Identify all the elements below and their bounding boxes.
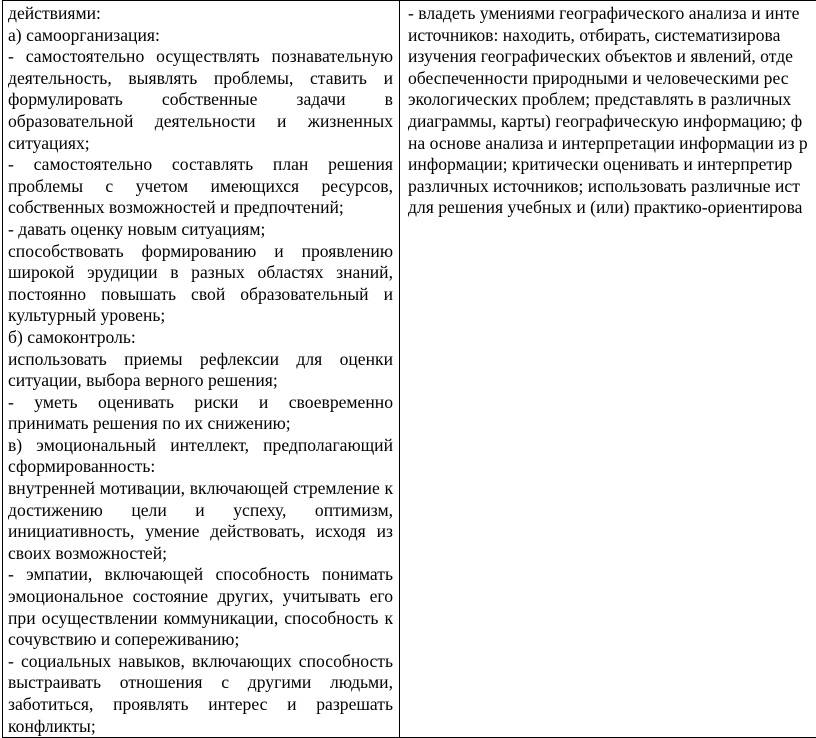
paragraph-actions: действиями: <box>8 3 393 25</box>
paragraph-cognitive-activity: - самостоятельно осуществлять познавательную деятельность, выявлять проблемы, ставить и формулировать собственные задачи в образовательной деятельности и жизненных ситуациях; <box>8 46 393 154</box>
paragraph-motivation: внутренней мотивации, включающей стремление к достижению цели и успеху, оптимизм, инициативность, умение действовать, исходя из своих возможностей; <box>8 478 393 564</box>
right-line: изучения географических объектов и явлений, отде <box>408 46 816 68</box>
paragraph-empathy: - эмпатии, включающей способность понимать эмоциональное состояние других, учитывать его при осуществлении коммуникации, способность к сочувствию и сопереживанию; <box>8 564 393 650</box>
right-cell <box>400 1 816 738</box>
right-line: - владеть умениями географического анализа и инте <box>408 3 816 25</box>
paragraph-evaluate-situations: - давать оценку новым ситуациям; <box>8 219 393 241</box>
right-line: на основе анализа и интерпретации информации из р <box>408 133 816 155</box>
table-row <box>3 1 816 738</box>
left-cell-content <box>3 1 399 737</box>
paragraph-self-organization: а) самоорганизация: <box>8 25 393 47</box>
left-cell <box>3 1 400 738</box>
content-table <box>2 0 816 738</box>
paragraph-erudition: способствовать формированию и проявлению широкой эрудиции в разных областях знаний, постоянно повышать свой образовательный и культурный уровень; <box>8 241 393 327</box>
right-cell-content <box>400 1 816 219</box>
paragraph-reflection: использовать приемы рефлексии для оценки ситуации, выбора верного решения; <box>8 349 393 392</box>
right-line: для решения учебных и (или) практико-ориентирова <box>408 197 816 219</box>
right-line: различных источников; использовать различные ист <box>408 176 816 198</box>
right-line: источников: находить, отбирать, систематизирова <box>408 25 816 47</box>
paragraph-social-skills: - социальных навыков, включающих способность выстраивать отношения с другими людьми, заботиться, проявлять интерес и разрешать конфликты; <box>8 651 393 737</box>
right-line: обеспеченности природными и человеческими рес <box>408 68 816 90</box>
paragraph-emotional-intelligence: в) эмоциональный интеллект, предполагающий сформированность: <box>8 435 393 478</box>
paragraph-risks: - уметь оценивать риски и своевременно принимать решения по их снижению; <box>8 392 393 435</box>
right-line: диаграммы, карты) географическую информацию; ф <box>408 111 816 133</box>
right-line: экологических проблем; представлять в различных <box>408 89 816 111</box>
paragraph-self-control: б) самоконтроль: <box>8 327 393 349</box>
paragraph-plan-solution: - самостоятельно составлять план решения проблемы с учетом имеющихся ресурсов, собственных возможностей и предпочтений; <box>8 154 393 219</box>
right-line: информации; критически оценивать и интерпретир <box>408 154 816 176</box>
